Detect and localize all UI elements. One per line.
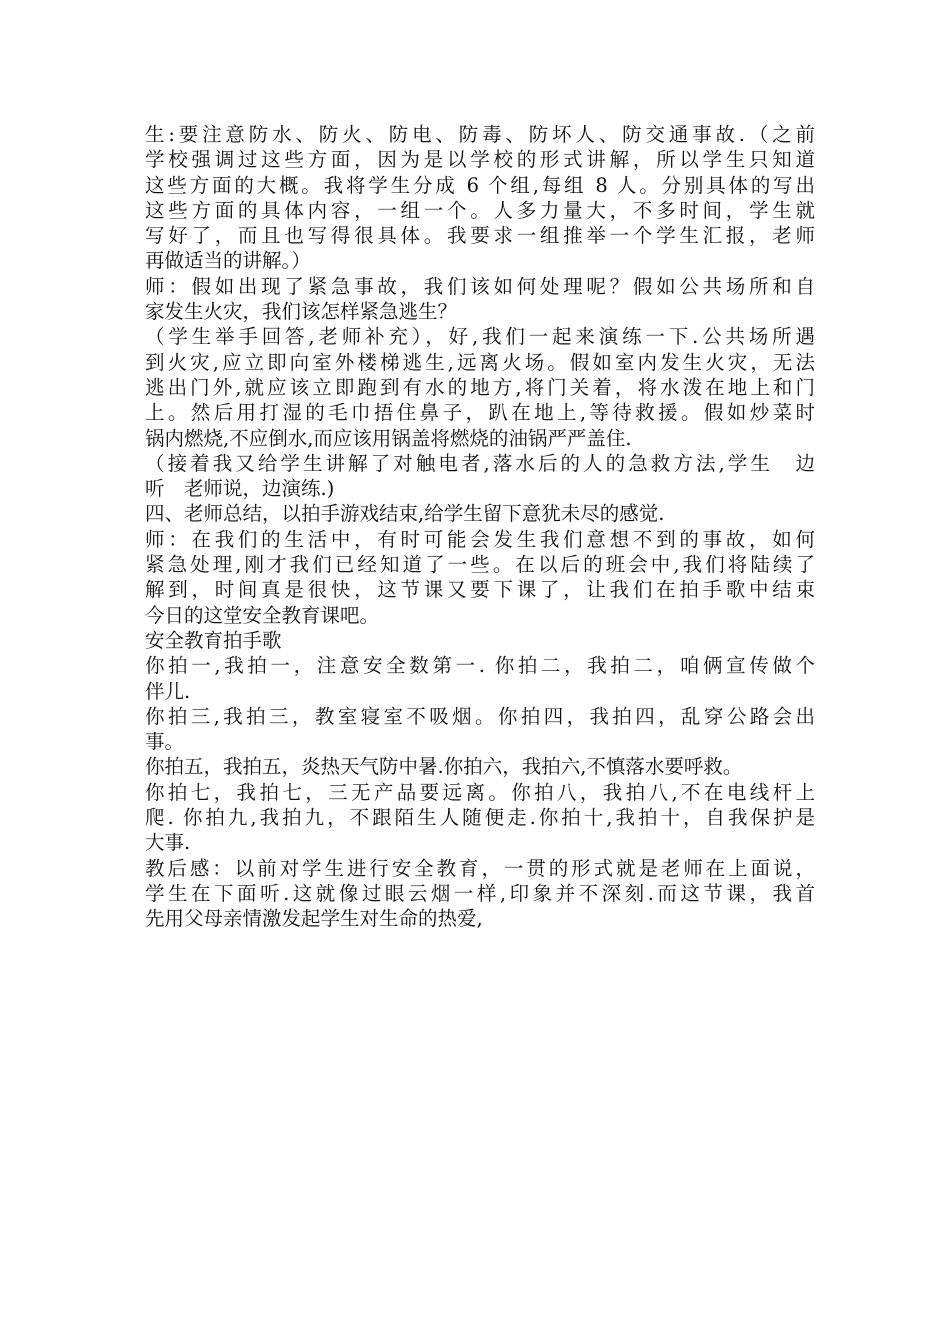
text-line: （接着我又给学生讲解了对触电者,落水后的人的急救方法,学生 边 bbox=[145, 451, 815, 475]
text-line: 教后感：以前对学生进行安全教育，一贯的形式就是老师在上面说， bbox=[145, 856, 815, 880]
text-line: 今日的这堂安全教育课吧。 bbox=[145, 603, 380, 627]
text-line: 逃出门外,就应该立即跑到有水的地方,将门关着，将水泼在地上和门 bbox=[145, 375, 815, 399]
text-line: 安全教育拍手歌 bbox=[145, 628, 282, 652]
text-line: 锅内燃烧,不应倒水,而应该用锅盖将燃烧的油锅严严盖住. bbox=[145, 426, 632, 450]
text-line: 学校强调过这些方面，因为是以学校的形式讲解，所以学生只知道 bbox=[145, 148, 815, 172]
text-line: 你拍七，我拍七，三无产品要远离。你拍八，我拍八,不在电线杆上 bbox=[145, 780, 815, 804]
text-line: 解到，时间真是很快，这节课又要下课了，让我们在拍手歌中结束 bbox=[145, 578, 815, 602]
text-line: 上。然后用打湿的毛巾捂住鼻子，趴在地上,等待救援。假如炒菜时 bbox=[145, 401, 815, 425]
text-line: 这些方面的大概。我将学生分成 6 个组,每组 8 人。分别具体的写出 bbox=[145, 173, 815, 197]
text-line: 你拍五，我拍五，炎热天气防中暑.你拍六，我拍六,不慎落水要呼救。 bbox=[145, 755, 743, 779]
text-line: 写好了，而且也写得很具体。我要求一组推举一个学生汇报，老师 bbox=[145, 224, 815, 248]
text-line: 学生在下面听.这就像过眼云烟一样,印象并不深刻.而这节课，我首 bbox=[145, 881, 815, 905]
text-line: 大事. bbox=[145, 831, 191, 855]
text-line: 先用父母亲情激发起学生对生命的热爱, bbox=[145, 907, 483, 931]
text-line: 你拍一,我拍一，注意安全数第一. 你拍二，我拍二，咱俩宣传做个 bbox=[145, 654, 815, 678]
text-line: 紧急处理,刚才我们已经知道了一些。在以后的班会中,我们将陆续了 bbox=[145, 553, 815, 577]
text-line: 这些方面的具体内容，一组一个。人多力量大，不多时间，学生就 bbox=[145, 198, 815, 222]
text-line: 师：在我们的生活中，有时可能会发生我们意想不到的事故，如何 bbox=[145, 527, 815, 551]
text-line: 事。 bbox=[145, 730, 185, 754]
text-line: 家发生火灾，我们该怎样紧急逃生？ bbox=[145, 300, 458, 324]
text-line: 到火灾,应立即向室外楼梯逃生,远离火场。假如室内发生火灾，无法 bbox=[145, 350, 815, 374]
text-line: （学生举手回答,老师补充），好,我们一起来演练一下.公共场所遇 bbox=[145, 325, 815, 349]
document-body bbox=[145, 122, 815, 932]
text-line: 听 老师说，边演练.) bbox=[145, 477, 335, 501]
text-line: 再做适当的讲解。） bbox=[145, 249, 311, 273]
text-line: 爬. 你拍九,我拍九，不跟陌生人随便走.你拍十,我拍十，自我保护是 bbox=[145, 806, 815, 830]
text-line: 四、老师总结，以拍手游戏结束,给学生留下意犹未尽的感觉. bbox=[145, 502, 665, 526]
text-line: 师：假如出现了紧急事故，我们该如何处理呢？假如公共场所和自 bbox=[145, 274, 815, 298]
text-line: 伴儿. bbox=[145, 679, 191, 703]
text-line: 你拍三,我拍三，教室寝室不吸烟。你拍四，我拍四，乱穿公路会出 bbox=[145, 704, 815, 728]
text-line: 生:要注意防水、防火、防电、防毒、防坏人、防交通事故.（之前 bbox=[145, 123, 815, 146]
